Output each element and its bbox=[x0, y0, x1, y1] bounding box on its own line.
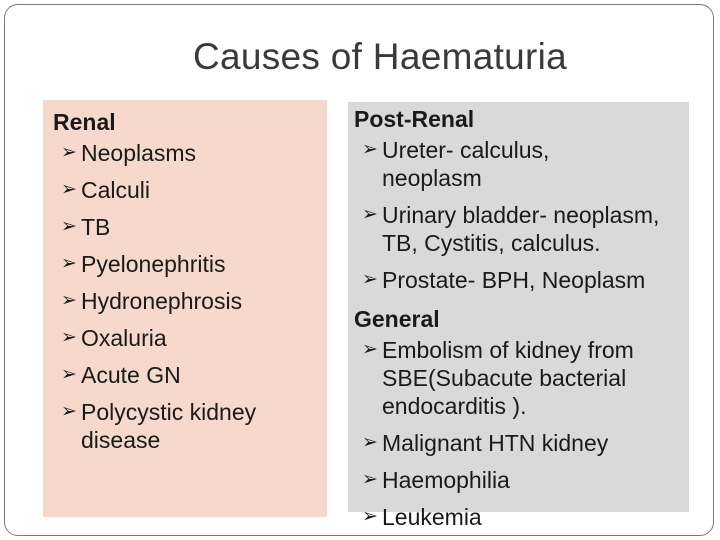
post-renal-column bbox=[354, 103, 694, 540]
arrow-bullet-icon: ➢ bbox=[61, 142, 77, 163]
list-item-text: Leukemia bbox=[382, 504, 482, 530]
arrow-bullet-icon: ➢ bbox=[61, 290, 77, 311]
list-item bbox=[354, 136, 612, 192]
general-list bbox=[354, 336, 694, 531]
list-item bbox=[53, 287, 306, 315]
list-item-text: TB bbox=[81, 214, 111, 240]
list-item-text: Pyelonephritis bbox=[81, 251, 226, 277]
arrow-bullet-icon: ➢ bbox=[362, 139, 378, 160]
list-item bbox=[354, 336, 692, 420]
arrow-bullet-icon: ➢ bbox=[61, 253, 77, 274]
list-item bbox=[354, 266, 694, 294]
list-item-text: Prostate- BPH, Neoplasm bbox=[382, 267, 646, 293]
list-item bbox=[53, 324, 306, 352]
list-item bbox=[53, 139, 306, 167]
arrow-bullet-icon: ➢ bbox=[362, 339, 378, 360]
arrow-bullet-icon: ➢ bbox=[362, 432, 378, 453]
arrow-bullet-icon: ➢ bbox=[362, 204, 378, 225]
list-item-text: Neoplasms bbox=[81, 140, 197, 166]
list-item-text: Ureter- calculus, neoplasm bbox=[382, 137, 550, 191]
list-item-text: Embolism of kidney from SBE(Subacute bacterial endocarditis ). bbox=[382, 337, 634, 419]
list-item-text: Urinary bladder- neoplasm, TB, Cystitis, calculus. bbox=[382, 202, 660, 256]
renal-column bbox=[53, 106, 306, 463]
slide-title: Causes of Haematuria bbox=[192, 36, 568, 77]
list-item-text: Oxaluria bbox=[81, 325, 167, 351]
list-item bbox=[53, 250, 306, 278]
list-item bbox=[53, 176, 306, 204]
list-item bbox=[354, 429, 694, 457]
arrow-bullet-icon: ➢ bbox=[362, 469, 378, 490]
post-renal-heading: Post-Renal bbox=[354, 106, 475, 132]
general-heading: General bbox=[354, 306, 440, 332]
renal-list bbox=[53, 139, 306, 454]
list-item-text: Calculi bbox=[81, 177, 151, 203]
arrow-bullet-icon: ➢ bbox=[61, 401, 77, 422]
list-item bbox=[53, 213, 306, 241]
list-item-text: Hydronephrosis bbox=[81, 288, 243, 314]
list-item bbox=[53, 361, 306, 389]
list-item-text: Polycystic kidney disease bbox=[81, 399, 257, 453]
list-item bbox=[53, 398, 306, 454]
list-item-text: Malignant HTN kidney bbox=[382, 430, 609, 456]
list-item bbox=[354, 201, 667, 257]
arrow-bullet-icon: ➢ bbox=[61, 327, 77, 348]
list-item bbox=[354, 503, 694, 531]
list-item-text: Haemophilia bbox=[382, 467, 510, 493]
arrow-bullet-icon: ➢ bbox=[61, 216, 77, 237]
post-renal-list bbox=[354, 136, 694, 294]
list-item bbox=[354, 466, 694, 494]
renal-heading: Renal bbox=[53, 109, 116, 135]
arrow-bullet-icon: ➢ bbox=[61, 364, 77, 385]
arrow-bullet-icon: ➢ bbox=[362, 269, 378, 290]
list-item-text: Acute GN bbox=[81, 362, 181, 388]
arrow-bullet-icon: ➢ bbox=[362, 506, 378, 527]
arrow-bullet-icon: ➢ bbox=[61, 179, 77, 200]
